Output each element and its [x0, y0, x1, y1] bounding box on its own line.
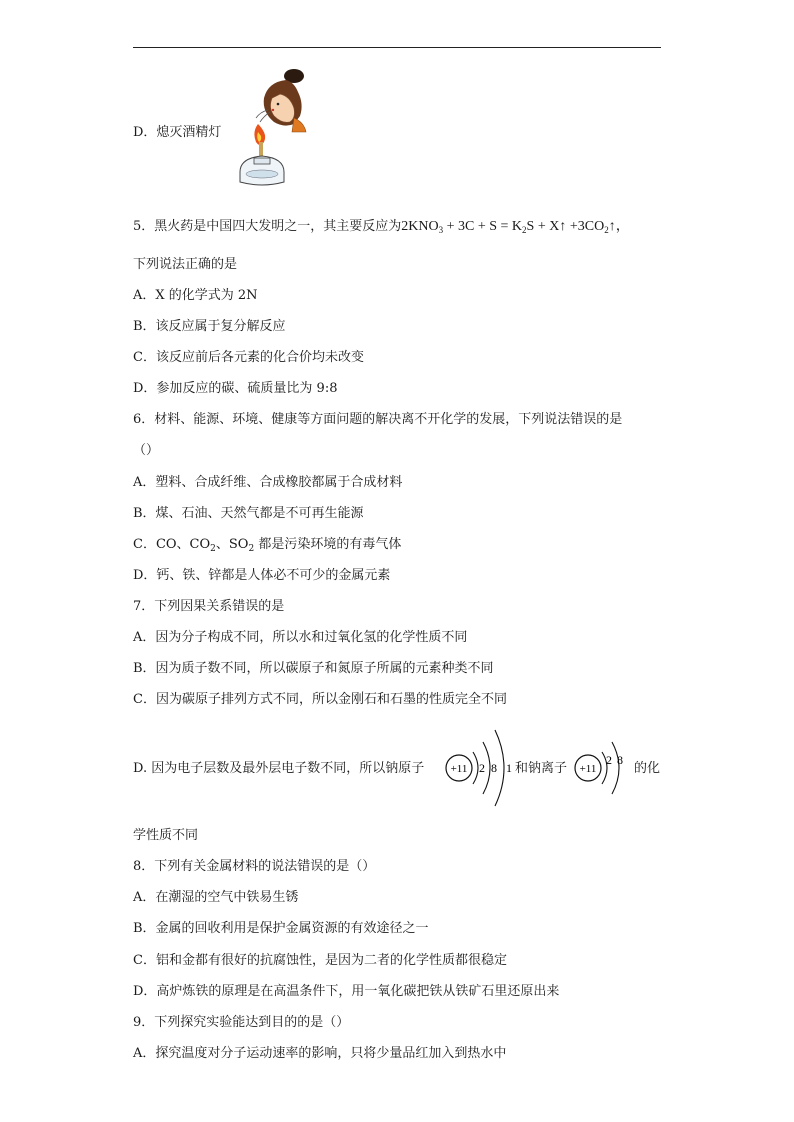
- q8-option-b: B．金属的回收利用是保护金属资源的有效途径之一: [133, 921, 429, 936]
- q7-option-d-line2: 学性质不同: [133, 828, 199, 843]
- q9-option-a: A．探究温度对分子运动速率的影响，只将少量品红加入到热水中: [133, 1046, 507, 1061]
- q7-option-d-text-pre: D. 因为电子层数及最外层电子数不同，所以钠原子: [133, 761, 425, 776]
- shell-electrons: 2: [606, 753, 612, 767]
- eq-kno: 2KNO: [401, 219, 439, 234]
- shell-electrons: 8: [617, 753, 623, 767]
- q5-option-a: A．X 的化学式为 2N: [133, 288, 258, 303]
- gas-arrow: ↑: [559, 219, 567, 234]
- q8-option-d: D．高炉炼铁的原理是在高温条件下，用一氧化碳把铁从铁矿石里还原出来: [133, 984, 560, 999]
- q8-stem: 8．下列有关金属材料的说法错误的是（）: [133, 859, 376, 874]
- q6-option-c: [133, 536, 401, 558]
- q6-c-text: 、SO: [215, 537, 249, 552]
- q5-stem-line2: 下列说法正确的是: [133, 257, 238, 272]
- eq-sub: 2: [604, 225, 609, 235]
- shell-electrons: 8: [491, 761, 497, 775]
- q7-option-d-text-mid: 和钠离子: [515, 761, 568, 776]
- q7-stem: 7．下列因果关系错误的是: [133, 599, 285, 614]
- eq-part: + 3C + S = K: [443, 219, 523, 234]
- header-rule: [133, 47, 661, 48]
- eq-sub: 3: [438, 225, 444, 235]
- q6-option-a: A．塑料、合成纤维、合成橡胶都属于合成材料: [133, 475, 403, 490]
- sodium-atom-structure-diagram: [443, 722, 513, 814]
- sodium-ion-structure-diagram: [572, 722, 632, 814]
- shell-electrons: 1: [506, 761, 512, 775]
- q7-option-c: C．因为碳原子排列方式不同，所以金刚石和石墨的性质完全不同: [133, 692, 507, 707]
- q5-equation: [401, 219, 629, 234]
- shell-electrons: 2: [479, 761, 485, 775]
- nucleus-charge: +11: [579, 763, 597, 775]
- subscript: 2: [210, 544, 216, 554]
- q5-stem: [133, 218, 630, 239]
- q9-stem: 9．下列探究实验能达到目的的是（）: [133, 1015, 350, 1030]
- q5-option-b: B．该反应属于复分解反应: [133, 319, 286, 334]
- blowing-out-alcohol-lamp-illustration: [228, 62, 328, 202]
- gas-arrow: ↑: [608, 219, 616, 234]
- subscript: 2: [248, 544, 255, 554]
- q6-stem: 6．材料、能源、环境、健康等方面问题的解决离不开化学的发展，下列说法错误的是: [133, 412, 623, 427]
- q7-option-d-text-post: 的化: [634, 761, 661, 776]
- q8-option-c: C．铝和金都有很好的抗腐蚀性，是因为二者的化学性质都很稳定: [133, 953, 507, 968]
- q6-c-text: C．CO、CO: [133, 537, 211, 552]
- q6-c-text: 都是污染环境的有毒气体: [254, 537, 402, 552]
- q5-option-d: D．参加反应的碳、硫质量比为 9:8: [133, 381, 338, 396]
- eq-part: +3CO: [566, 219, 605, 234]
- eq-sub: 2: [522, 225, 527, 235]
- q8-option-a: A．在潮湿的空气中铁易生锈: [133, 890, 299, 905]
- eq-tail: ，: [615, 219, 630, 234]
- q6-option-d: D．钙、铁、锌都是人体必不可少的金属元素: [133, 568, 391, 583]
- q6-stem-line2: （）: [133, 443, 160, 458]
- q7-option-b: B．因为质子数不同，所以碳原子和氮原子所属的元素种类不同: [133, 661, 494, 676]
- eq-part: S + X: [526, 219, 560, 234]
- q5-stem-prefix: 5．黑火药是中国四大发明之一，其主要反应为: [133, 219, 402, 234]
- q4-option-d: D．熄灭酒精灯: [133, 125, 222, 140]
- nucleus-charge: +11: [450, 763, 468, 775]
- q7-option-a: A．因为分子构成不同，所以水和过氧化氢的化学性质不同: [133, 630, 468, 645]
- q5-option-c: C．该反应前后各元素的化合价均未改变: [133, 350, 364, 365]
- q6-option-b: B．煤、石油、天然气都是不可再生能源: [133, 506, 364, 521]
